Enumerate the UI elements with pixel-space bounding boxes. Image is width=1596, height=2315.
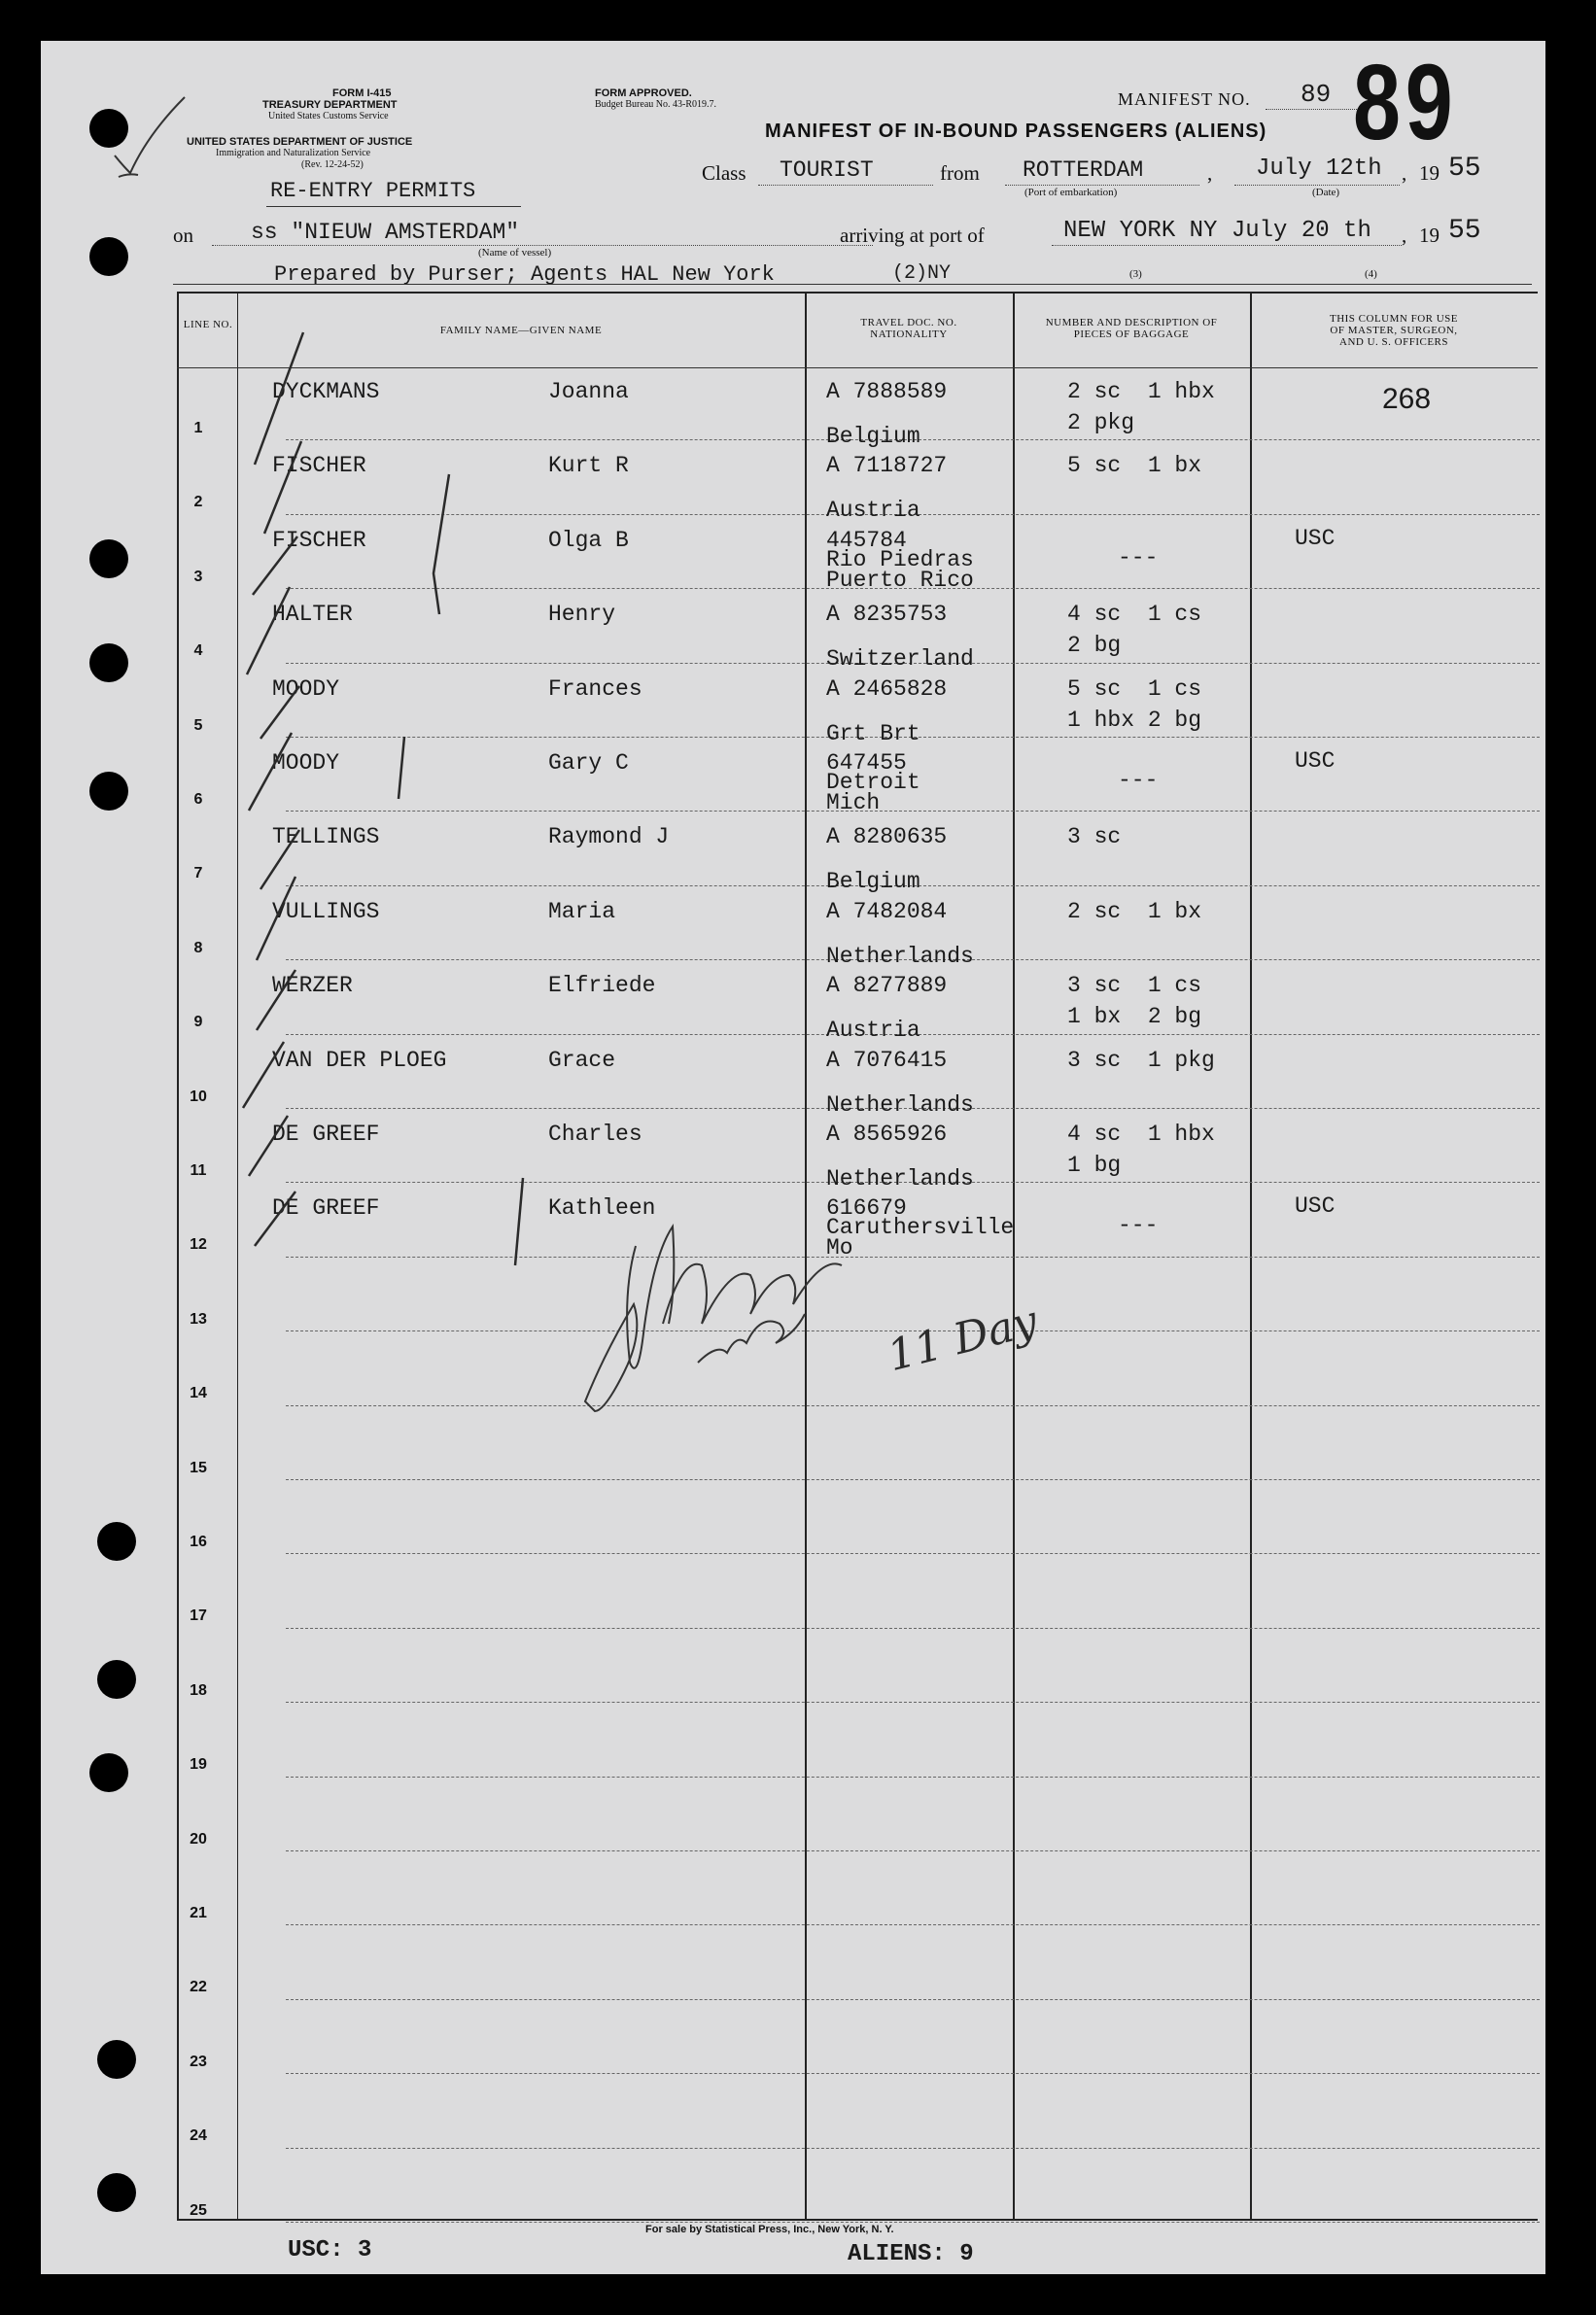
port-caption: (Port of embarkation) [1024, 187, 1118, 198]
given-name: Olga B [548, 527, 629, 553]
baggage-line-1: 4 sc 1 cs [1067, 602, 1202, 628]
line-number: 1 [193, 420, 203, 436]
manifest-no-label: MANIFEST NO. [1118, 89, 1251, 109]
given-name: Raymond J [548, 824, 670, 850]
col-header-officers-1: THIS COLUMN FOR USE [1329, 313, 1459, 325]
line-number: 11 [190, 1162, 207, 1179]
class-label: Class [702, 161, 746, 185]
comma: , [1207, 161, 1213, 185]
departure-date: July 12th [1256, 155, 1382, 182]
date-caption: (Date) [1312, 187, 1340, 198]
baggage-line-2: 2 bg [1067, 633, 1122, 659]
baggage-line-1: 2 sc 1 hbx [1067, 379, 1215, 404]
justice-label: UNITED STATES DEPARTMENT OF JUSTICE [187, 136, 413, 148]
manifest-no-typed: 89 [1301, 80, 1332, 109]
officer-note: USC [1295, 748, 1336, 774]
given-name: Elfriede [548, 973, 656, 999]
travel-doc-number: A 7888589 [826, 379, 948, 404]
officer-note: USC [1295, 525, 1336, 551]
travel-doc-number: 445784 [826, 527, 907, 553]
family-name: MOODY [272, 675, 340, 702]
residence-state: Puerto Rico [826, 567, 974, 593]
line-number: 23 [190, 2053, 207, 2070]
line-number: 8 [193, 939, 203, 956]
reentry-permits: RE-ENTRY PERMITS [270, 179, 476, 203]
travel-doc-number: A 7076415 [826, 1047, 948, 1073]
family-name: DYCKMANS [272, 379, 380, 404]
family-name: WERZER [272, 973, 353, 999]
baggage-line-1: 3 sc 1 pkg [1067, 1047, 1215, 1073]
family-name: MOODY [272, 750, 340, 776]
arrival-year-prefix: 19 [1419, 224, 1440, 247]
nationality: Austria [826, 1018, 920, 1044]
given-name: Maria [548, 898, 616, 924]
baggage-line-1: 5 sc 1 bx [1067, 453, 1202, 479]
travel-doc-number: A 7118727 [826, 453, 948, 479]
date-comma: , [1402, 161, 1407, 185]
travel-doc-number: A 2465828 [826, 675, 948, 702]
line-number: 19 [190, 1756, 207, 1774]
departure-year-suffix: 55 [1448, 154, 1481, 184]
statistical-press: For sale by Statistical Press, Inc., New York, N. Y. [645, 2224, 894, 2235]
residence-city: Rio Piedras [826, 546, 974, 572]
nationality: Belgium [826, 424, 920, 449]
check-mark [115, 97, 185, 177]
baggage-none: --- [1118, 768, 1159, 793]
travel-doc-number: 647455 [826, 750, 907, 776]
nationality: Belgium [826, 869, 920, 895]
line-number: 16 [190, 1534, 207, 1550]
travel-doc-number: A 8280635 [826, 824, 948, 850]
line-number: 20 [190, 1830, 207, 1848]
line-number: 25 [190, 2201, 207, 2219]
line-number: 6 [193, 791, 203, 808]
col-header-officers-3: AND U. S. OFFICERS [1339, 336, 1448, 348]
given-name: Kathleen [548, 1195, 656, 1222]
budget-bureau: Budget Bureau No. 43-R019.7. [595, 99, 716, 110]
baggage-line-1: 3 sc [1067, 824, 1122, 850]
family-name: VULLINGS [272, 898, 380, 924]
nationality: Netherlands [826, 943, 974, 969]
residence-city: Caruthersville [826, 1215, 1015, 1241]
line-number: 17 [190, 1607, 207, 1625]
arriving-label: arriving at port of [840, 224, 985, 247]
officer-note: USC [1295, 1193, 1336, 1220]
given-name: Charles [548, 1122, 642, 1147]
vessel-name: ss "NIEUW AMSTERDAM" [251, 220, 520, 245]
officer-number: 268 [1382, 383, 1432, 415]
family-name: FISCHER [272, 453, 366, 479]
nationality: Switzerland [826, 646, 974, 673]
family-name: HALTER [272, 602, 353, 628]
col-header-baggage-1: NUMBER AND DESCRIPTION OF [1045, 317, 1218, 328]
ins-label: Immigration and Naturalization Service [216, 148, 371, 158]
aliens-total: ALIENS: 9 [848, 2241, 974, 2267]
from-label: from [940, 161, 980, 185]
on-label: on [173, 224, 193, 247]
residence-city: Detroit [826, 770, 920, 795]
line-number: 5 [193, 716, 203, 734]
travel-doc-number: A 8565926 [826, 1122, 948, 1147]
nationality: Netherlands [826, 1091, 974, 1118]
vessel-caption: (Name of vessel) [478, 247, 552, 259]
travel-doc-number: 616679 [826, 1195, 907, 1222]
line-number: 9 [193, 1014, 203, 1031]
line-number: 2 [193, 494, 203, 511]
manifest-no-stamp: 89 [1353, 43, 1458, 162]
tally-marks [243, 332, 523, 1265]
arrival-comma: , [1402, 224, 1407, 247]
baggage-line-2: 2 pkg [1067, 410, 1135, 435]
inspector-signature [585, 1227, 842, 1411]
line-number: 15 [190, 1459, 207, 1476]
baggage-line-1: 5 sc 1 cs [1067, 675, 1202, 702]
line-number: 7 [193, 865, 203, 882]
travel-doc-number: A 8235753 [826, 602, 948, 628]
form-approved: FORM APPROVED. [595, 87, 692, 99]
manifest-title: MANIFEST OF IN-BOUND PASSENGERS (ALIENS) [765, 121, 1267, 142]
prepared-suffix: (2)NY [892, 262, 952, 285]
given-name: Gary C [548, 750, 629, 776]
line-number: 14 [190, 1385, 207, 1402]
family-name: FISCHER [272, 527, 366, 553]
baggage-line-2: 1 bx 2 bg [1067, 1004, 1202, 1030]
given-name: Joanna [548, 379, 629, 404]
col-header-name-text: FAMILY NAME—GIVEN NAME [439, 325, 603, 336]
handwritten-note: 11 Day [883, 1296, 1043, 1382]
line-number: 10 [190, 1088, 207, 1105]
travel-doc-number: A 8277889 [826, 973, 948, 999]
departure-year-prefix: 19 [1419, 161, 1440, 185]
col-header-travel-doc-2: NATIONALITY [870, 328, 948, 340]
baggage-line-2: 1 bg [1067, 1153, 1122, 1178]
col-header-travel-doc-1: TRAVEL DOC. NO. [860, 317, 957, 328]
arrival-port-date: NEW YORK NY July 20 th [1063, 218, 1371, 244]
line-number: 13 [190, 1310, 207, 1328]
line-number: 3 [193, 568, 203, 585]
col-header-baggage-2: PIECES OF BAGGAGE [1073, 328, 1190, 340]
form-number: FORM I-415 [332, 87, 392, 99]
given-name: Henry [548, 602, 616, 628]
family-name: DE GREEF [272, 1195, 380, 1222]
from-value: ROTTERDAM [1023, 157, 1144, 183]
nationality: Grt Brt [826, 720, 920, 746]
nationality: Netherlands [826, 1166, 974, 1192]
prepared-by: Prepared by Purser; Agents HAL New York [274, 262, 775, 287]
caption-3: (3) [1129, 268, 1142, 280]
family-name: VAN DER PLOEG [272, 1047, 447, 1073]
col-header-line-no-text: LINE NO. [183, 319, 233, 330]
line-number: 12 [190, 1236, 207, 1254]
usc-total: USC: 3 [288, 2237, 372, 2263]
given-name: Kurt R [548, 453, 629, 479]
customs-label: United States Customs Service [268, 111, 389, 121]
revision-label: (Rev. 12-24-52) [301, 159, 364, 170]
caption-4: (4) [1365, 268, 1377, 280]
baggage-none: --- [1118, 1213, 1159, 1239]
residence-state: Mich [826, 790, 881, 815]
line-number: 4 [193, 642, 203, 660]
line-number: 18 [190, 1681, 207, 1699]
residence-state: Mo [826, 1235, 853, 1261]
class-value: TOURIST [780, 157, 874, 183]
handwriting-layer [41, 41, 1545, 2274]
baggage-line-1: 3 sc 1 cs [1067, 973, 1202, 999]
treasury-label: TREASURY DEPARTMENT [262, 99, 398, 111]
baggage-none: --- [1118, 544, 1159, 570]
line-number: 24 [190, 2127, 207, 2145]
family-name: DE GREEF [272, 1122, 380, 1147]
baggage-line-1: 4 sc 1 hbx [1067, 1122, 1215, 1147]
given-name: Frances [548, 675, 642, 702]
baggage-line-2: 1 hbx 2 bg [1067, 707, 1202, 733]
line-number: 21 [190, 1905, 207, 1921]
travel-doc-number: A 7482084 [826, 898, 948, 924]
manifest-sheet [41, 41, 1545, 2274]
family-name: TELLINGS [272, 824, 380, 850]
col-header-officers-2: OF MASTER, SURGEON, [1330, 325, 1458, 336]
arrival-year-suffix: 55 [1448, 216, 1481, 246]
line-number: 22 [190, 1979, 207, 1996]
given-name: Grace [548, 1047, 616, 1073]
nationality: Austria [826, 498, 920, 524]
baggage-line-1: 2 sc 1 bx [1067, 898, 1202, 924]
